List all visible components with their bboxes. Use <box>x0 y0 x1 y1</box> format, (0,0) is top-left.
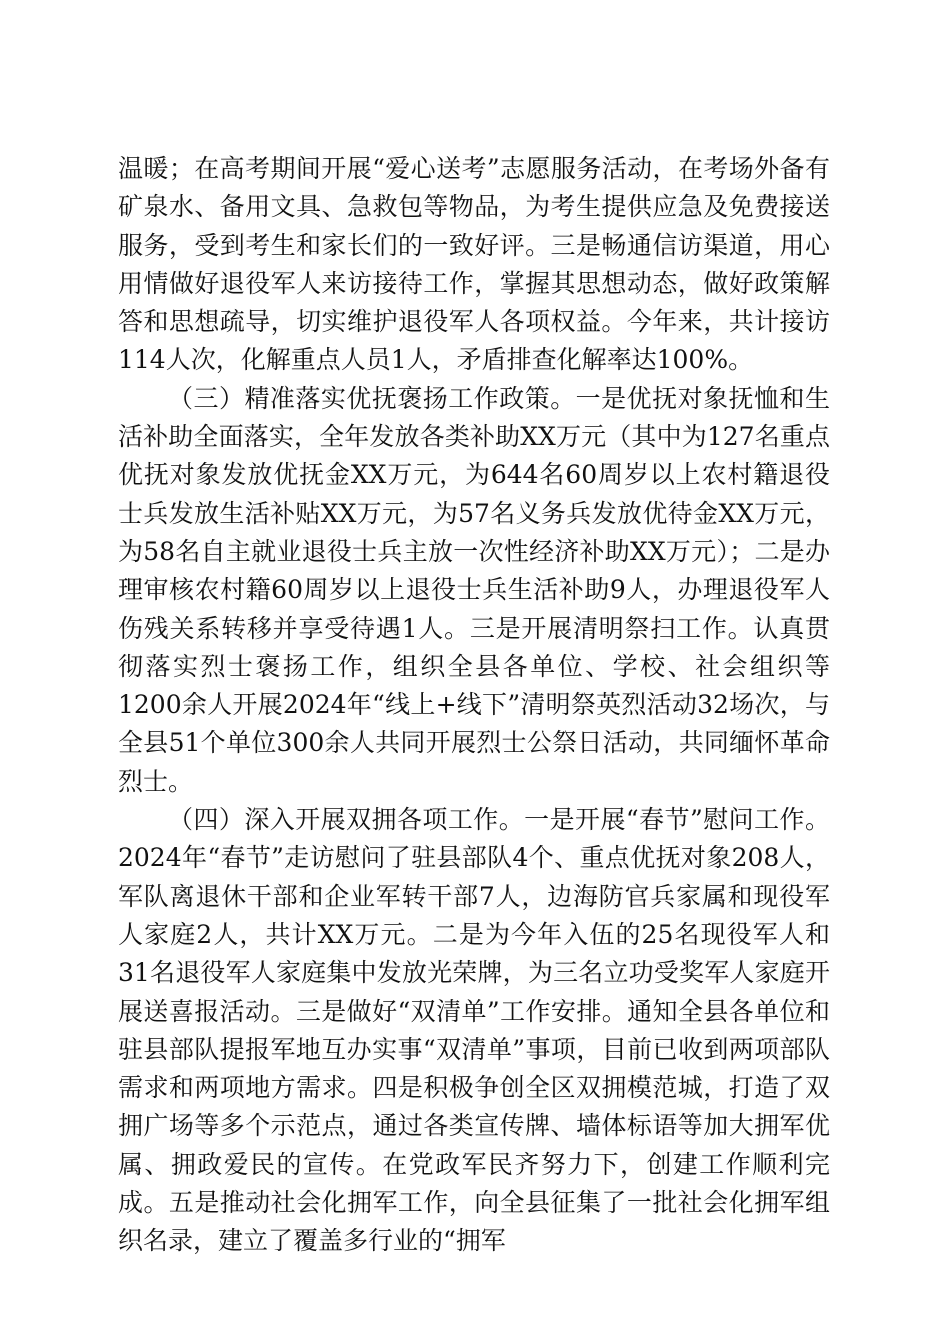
paragraph-section-3-preferential-treatment: （三）精准落实优抚褒扬工作政策。一是优抚对象抚恤和生活补助全面落实，全年发放各类补助XX万元（其中为127名重点优抚对象发放优抚金XX万元，为644名60周岁以上农村籍退役士兵发放生活补贴XX万元，为57名义务兵发放优待金XX万元，为58名自主就业退役士兵主放一次性经济补助XX万元）；二是办理审核农村籍60周岁以上退役士兵生活补助9人，办理退役军人伤残关系转移并享受待遇1人。三是开展清明祭扫工作。认真贯彻落实烈士褒扬工作，组织全县各单位、学校、社会组织等1200余人开展2024年“线上+线下”清明祭英烈活动32场次，与全县51个单位300余人共同开展烈士公祭日活动，共同缅怀革命烈士。 <box>118 383 830 796</box>
document-body <box>118 150 830 1261</box>
paragraph-section-4-double-support: （四）深入开展双拥各项工作。一是开展“春节”慰问工作。2024年“春节”走访慰问了驻县部队4个、重点优抚对象208人，军队离退休干部和企业军转干部7人，边海防官兵家属和现役军人家庭2人，共计XX万元。二是为今年入伍的25名现役军人和31名退役军人家庭集中发放光荣牌，为三名立功受奖军人家庭开展送喜报活动。三是做好“双清单”工作安排。通知全县各单位和驻县部队提报军地互办实事“双清单”事项，目前已收到两项部队需求和两项地方需求。四是积极争创全区双拥模范城，打造了双拥广场等多个示范点，通过各类宣传牌、墙体标语等加大拥军优属、拥政爱民的宣传。在党政军民齐努力下，创建工作顺利完成。五是推动社会化拥军工作，向全县征集了一批社会化拥军组织名录，建立了覆盖多行业的“拥军 <box>118 805 830 1256</box>
paragraph-continuation: 温暖；在高考期间开展“爱心送考”志愿服务活动，在考场外备有矿泉水、备用文具、急救包等物品，为考生提供应急及免费接送服务，受到考生和家长们的一致好评。三是畅通信访渠道，用心用情做好退役军人来访接待工作，掌握其思想动态，做好政策解答和思想疏导，切实维护退役军人各项权益。今年来，共计接访114人次，化解重点人员1人，矛盾排查化解率达100%。 <box>118 154 830 375</box>
